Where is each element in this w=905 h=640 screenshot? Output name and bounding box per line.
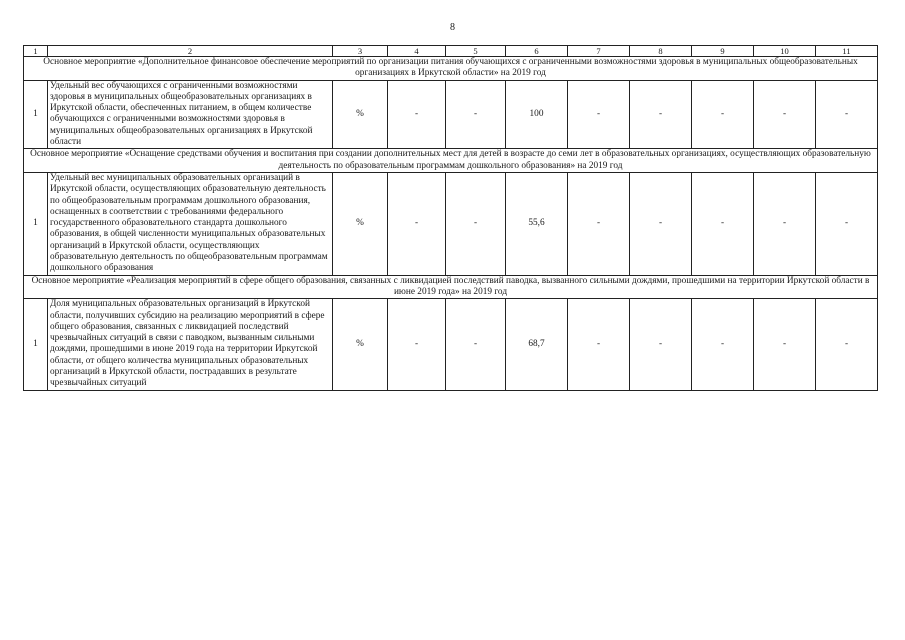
section-title-row <box>24 149 878 173</box>
column-number: 8 <box>630 46 692 57</box>
column-number: 4 <box>388 46 446 57</box>
value-cell: - <box>754 172 816 275</box>
value-cell: - <box>692 299 754 390</box>
indicator-description: Доля муниципальных образовательных организаций в Иркутской области, получивших субсидию на реализацию мероприятий в сфере общего образования, связанных с ликвидацией последствий чрезвычайных ситуаций в связи с паводком, вызванным сильными дождями, прошедшими в июне 2019 года на территории Иркутской области, от общего количества муниципальных образовательных организаций в Иркутской области, пострадавших в результате чрезвычайных ситуаций <box>48 299 333 390</box>
indicator-description: Удельный вес муниципальных образовательных организаций в Иркутской области, осуществляющих образовательную деятельность по общеобразовательным программам дошкольного образования, оснащенных в соответствии с требованиями федерального государственного образовательного стандарта дошкольного образования, в общей численности муниципальных образовательных организаций в Иркутской области, осуществляющих образовательную деятельность по общеобразовательным программам дошкольного образования <box>48 172 333 275</box>
value-cell: 68,7 <box>506 299 568 390</box>
value-cell: - <box>692 80 754 149</box>
section-title: Основное мероприятие «Оснащение средствами обучения и воспитания при создании дополнительных мест для детей в возрасте до семи лет в образовательных организациях, осуществляющих образовательную деятельность по образовательным программам дошкольного образования» на 2019 год <box>24 149 878 173</box>
indicator-row <box>24 80 878 149</box>
value-cell: - <box>446 172 506 275</box>
value-cell: - <box>388 80 446 149</box>
value-cell: - <box>630 172 692 275</box>
row-number: 1 <box>24 299 48 390</box>
unit-cell: % <box>333 172 388 275</box>
value-cell: - <box>568 172 630 275</box>
value-cell: - <box>446 299 506 390</box>
section-title-row <box>24 275 878 299</box>
value-cell: - <box>754 299 816 390</box>
indicator-row <box>24 172 878 275</box>
column-number: 7 <box>568 46 630 57</box>
value-cell: - <box>692 172 754 275</box>
section-title: Основное мероприятие «Дополнительное финансовое обеспечение мероприятий по организации питания обучающихся с ограниченными возможностями здоровья в муниципальных общеобразовательных организациях в Иркутской области» на 2019 год <box>24 57 878 81</box>
unit-cell: % <box>333 299 388 390</box>
column-number: 11 <box>816 46 878 57</box>
value-cell: - <box>388 299 446 390</box>
page-number: 8 <box>450 22 455 33</box>
value-cell: - <box>568 80 630 149</box>
column-number: 6 <box>506 46 568 57</box>
column-number: 9 <box>692 46 754 57</box>
value-cell: 100 <box>506 80 568 149</box>
value-cell: - <box>388 172 446 275</box>
row-number: 1 <box>24 80 48 149</box>
section-title-row <box>24 57 878 81</box>
value-cell: - <box>754 80 816 149</box>
value-cell: - <box>630 299 692 390</box>
row-number: 1 <box>24 172 48 275</box>
column-number-row <box>24 46 878 57</box>
value-cell: - <box>816 299 878 390</box>
column-number: 3 <box>333 46 388 57</box>
indicator-description: Удельный вес обучающихся с ограниченными возможностями здоровья в муниципальных общеобразовательных организациях в Иркутской области, обеспеченных питанием, в общем количестве обучающихся с ограниченными возможностями здоровья в муниципальных общеобразовательных организациях в Иркутской области <box>48 80 333 149</box>
value-cell: - <box>446 80 506 149</box>
section-title: Основное мероприятие «Реализация мероприятий в сфере общего образования, связанных с ликвидацией последствий паводка, вызванного сильными дождями, прошедшими на территории Иркутской области в июне 2019 года» на 2019 год <box>24 275 878 299</box>
value-cell: - <box>816 172 878 275</box>
indicator-row <box>24 299 878 390</box>
value-cell: - <box>568 299 630 390</box>
column-number: 5 <box>446 46 506 57</box>
unit-cell: % <box>333 80 388 149</box>
value-cell: 55,6 <box>506 172 568 275</box>
indicators-table <box>23 45 878 391</box>
column-number: 2 <box>48 46 333 57</box>
value-cell: - <box>816 80 878 149</box>
column-number: 10 <box>754 46 816 57</box>
value-cell: - <box>630 80 692 149</box>
column-number: 1 <box>24 46 48 57</box>
